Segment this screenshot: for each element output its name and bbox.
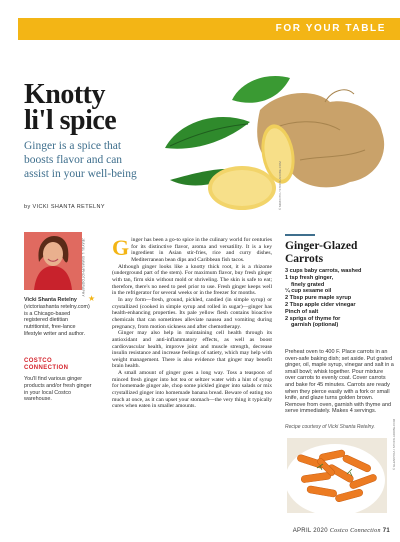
recipe-title-line1: Ginger-Glazed [285,240,358,252]
drop-cap: G [112,235,130,260]
ingredient: finely grated [291,281,325,288]
ingredient: Pinch of salt [285,308,319,315]
author-photo-credit: JEAYUL L SIMMS/PHOTOGRAPHY [81,238,85,297]
ingredient: garnish (optional) [291,322,339,329]
section-banner [18,18,400,40]
article-title-line1: Knotty [24,79,105,110]
recipe-ingredients [285,268,395,329]
author-bio-text: (victoriashanta retelny.com) is a Chicago-based registered dietitian nutritionist, free-lance lifestyle writer and author. [24,303,90,337]
ingredient: 2 sprigs of thyme for [285,315,341,322]
recipe-courtesy: Recipe courtesy of Vicki Shanta Retelny. [285,424,375,430]
body-paragraph-4: Ginger may also help in maintaining cell health through its antioxidant and anti-inflammatory effects, as well as boost cardiovascular health, improve joint and muscle strength, decrease insulin resistance and increase feelings of satiety, which may help with weight management. There is also evidence that ginger may benefit brain health. [112,330,272,370]
carrots-photo-credit: © GLENNYKA / STOCK.ADOBE.COM [392,418,396,470]
author-bio [24,297,94,338]
section-label: FOR YOUR TABLE [275,23,386,34]
publication-name: Costco Connection [329,528,381,534]
ingredient: 2 Tbsp pure maple syrup [285,295,352,302]
costco-heading-line2: CONNECTION [24,365,69,371]
body-paragraph-2: Although ginger looks like a knotty thick root, it is a rhizome (underground part of the stem). For maximum flavor, buy fresh ginger with tan, firm skin without mold or shriveling. The skin is safe to eat; therefore, there's no need to peel prior to use. Fresh ginger keeps well in the refrigerator for several weeks or in the freezer for months. [112,263,272,297]
ingredient: 3 cups baby carrots, washed [285,268,362,274]
article-title-line2: li'l spice [24,105,117,136]
article-title [24,79,174,136]
ingredient: 1 tsp fresh ginger, [285,274,334,281]
body-paragraph-3: In any form—fresh, ground, pickled, candied (in simple syrup) or crystallized (cooked in simple syrup and rolled in sugar)—ginger has health-enhancing properties. Its pale yellow flesh contains bioactive chemicals that can sometimes alleviate nausea and vomiting during pregnancy, from motion sickness and after chemotherapy. [112,296,272,330]
byline: by VICKI SHANTA RETELNY [24,204,105,210]
recipe-title-line2: Carrots [285,253,324,265]
star-icon: ★ [88,294,96,303]
page-number: 71 [382,528,390,534]
body-paragraph-1 [112,237,272,264]
article-deck: Ginger is a spice that boosts flavor and can assist in your well-being [24,140,137,180]
body-paragraph-5: A small amount of ginger goes a long way. Toss a teaspoon of minced fresh ginger into hot tea or seltzer water with a hint of syrup for homemade ginger ale, chop some pickled ginger into salads or mix crystallized ginger into homemade banana bread. Beware of eating too much at once, as it can upset your stomach—the very thing it typically cures when eaten in smaller amounts. [112,370,272,410]
author-photo [24,232,82,290]
recipe-title [285,240,395,266]
recipe-accent-bar [285,234,315,236]
page-footer [280,528,390,534]
issue-date: APRIL 2020 [292,528,328,534]
author-name: Vicki Shanta Retelny [24,297,77,303]
body-paragraph-1-text: inger has been a go-to spice in the culinary world for centuries for its distinctive flavor, aroma and versatility. It is a key ingredient in Asian stir-fries, rice and curry dishes, Mediterranean bean dips and Caribbean fish tacos. [131,237,272,263]
costco-heading-line1: COSTCO [24,358,53,364]
costco-connection-heading [24,358,94,372]
costco-connection-text: You'll find various ginger products and/or fresh ginger in your local Costco warehouse. [24,376,92,403]
article-body [112,237,272,410]
ingredient: ¼ cup sesame oil [285,288,332,295]
ginger-photo-credit: © MIRFOTO / STOCK.ADOBE.COM [278,161,282,210]
glazed-carrots-image [287,438,387,513]
ingredient: 2 Tbsp apple cider vinegar [285,301,356,308]
ginger-root-image [150,70,400,220]
recipe-method: Preheat oven to 400 F. Place carrots in an oven-safe baking dish; set aside. Put grated ginger, oil, maple syrup, vinegar and salt in a small bowl; whisk together. Pour mixture over carrots to evenly coat. Cover carrots and bake for 45 minutes. Carrots are ready when they pierce easily with a fork or small knife, and glaze turns golden brown. Remove from oven, garnish with thyme and serve immediately. Makes 4 servings. [285,349,394,415]
